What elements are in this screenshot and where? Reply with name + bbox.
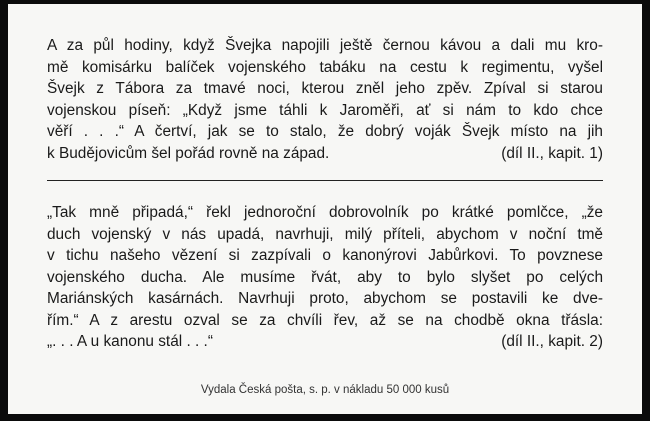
passage-2-line: Mariánských kasárnách. Navrhuji proto, abychom se postavili ke dve- bbox=[47, 290, 603, 307]
passage-2-reference: (díl II., kapit. 2) bbox=[501, 333, 603, 350]
passage-1-line: mě komisárku balíček vojenského tabáku na cestu k regimentu, vyšel bbox=[47, 58, 603, 76]
passage-1 bbox=[47, 35, 603, 164]
passage-2-line: v tichu našeho vězení si zazpívali o kanonýrovi Jabůrkovi. To povznese bbox=[47, 247, 603, 264]
passage-2-line: řím.“ A z arestu ozval se za chvíli řev, až se na chodbě okna třásla: bbox=[47, 311, 603, 329]
passage-2-line: „Tak mně připadá,“ řekl jednoroční dobrovolník po krátké pomlčce, „že bbox=[47, 204, 603, 221]
publisher-footer: Vydala Česká pošta, s. p. v nákladu 50 000 kusů bbox=[200, 384, 450, 396]
passage-1-line: vojenskou píseň: „Když jsme táhli k Jaroměři, ať si nám to kdo chce bbox=[47, 101, 603, 119]
passage-2-line: „. . . A u kanonu stál . . .“ bbox=[47, 333, 213, 350]
passage-1-reference: (díl II., kapit. 1) bbox=[501, 144, 603, 162]
passage-2-last-line bbox=[47, 331, 603, 353]
passage-2-line: vojenského ducha. Ale musíme řvát, aby to bylo slyšet po celých bbox=[47, 268, 603, 286]
stamp-card bbox=[8, 4, 642, 414]
passage-1-line: věří . . .“ A čertví, jak se to stalo, že dobrý voják Švejk místo na jih bbox=[47, 123, 603, 140]
passage-1-last-line bbox=[47, 143, 603, 165]
passage-1-line: Švejk z Tábora za tmavé noci, kterou zněl jeho zpěv. Zpíval si starou bbox=[47, 80, 603, 97]
divider-line bbox=[47, 180, 603, 181]
passage-2-line: duch vojenský v nás upadá, navrhuji, milý příteli, abychom v noční tmě bbox=[47, 225, 603, 243]
passage-1-line: k Budějovicům šel pořád rovně na západ. bbox=[47, 144, 330, 162]
passage-2 bbox=[47, 202, 603, 353]
passage-1-line: A za půl hodiny, když Švejka napojili ještě černou kávou a dali mu kro- bbox=[47, 37, 603, 54]
